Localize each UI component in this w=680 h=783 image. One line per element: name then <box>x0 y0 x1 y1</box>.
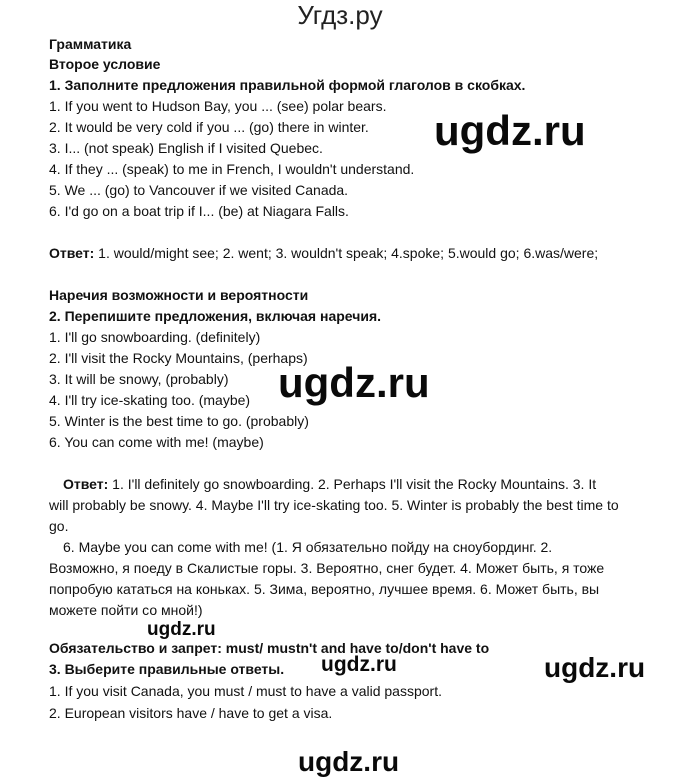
task-1-answer <box>49 245 598 261</box>
task-2-translation-line: Возможно, я поеду в Скалистые горы. 3. Вероятно, снег будет. 4. Может быть, я тоже <box>49 560 605 576</box>
task-2-item: 3. It will be snowy, (probably) <box>49 371 229 387</box>
watermark: ugdz.ru <box>278 359 430 406</box>
watermark: ugdz.ru <box>147 619 216 640</box>
task-2-answer-line: will probably be snowy. 4. Maybe I'll try ice-skating too. 5. Winter is probably the best time to <box>49 497 619 513</box>
answer-text: 1. I'll definitely go snowboarding. 2. Perhaps I'll visit the Rocky Mountains. 3. It <box>108 476 597 492</box>
task-2-item: 6. You can come with me! (maybe) <box>49 434 264 450</box>
section-heading-obligation: Обязательство и запрет: must/ mustn't and have to/don't have to <box>49 640 490 656</box>
task-2-translation-line: можете пойти со мной!) <box>49 602 203 618</box>
task-2-instruction: 2. Перепишите предложения, включая наречия. <box>49 308 382 324</box>
answer-label: Ответ: <box>63 476 109 492</box>
task-3-instruction: 3. Выберите правильные ответы. <box>49 661 285 677</box>
task-1-item: 6. I'd go on a boat trip if I... (be) at Niagara Falls. <box>49 203 349 219</box>
watermark: ugdz.ru <box>434 107 586 154</box>
task-3-item: 2. European visitors have / have to get a visa. <box>49 705 333 721</box>
task-1-item: 3. I... (not speak) English if I visited Quebec. <box>49 140 323 156</box>
watermark: ugdz.ru <box>298 746 400 777</box>
task-2-item: 2. I'll visit the Rocky Mountains, (perhaps) <box>49 350 308 366</box>
watermark: ugdz.ru <box>321 653 397 676</box>
task-1-item: 4. If they ... (speak) to me in French, I wouldn't understand. <box>49 161 415 177</box>
task-2-answer-line <box>63 476 596 492</box>
task-1-instruction: 1. Заполните предложения правильной формой глаголов в скобках. <box>49 77 526 93</box>
answer-label: Ответ: <box>49 245 95 261</box>
watermark: ugdz.ru <box>544 652 646 683</box>
task-2-translation-line: 6. Maybe you can come with me! (1. Я обязательно пойду на сноубординг. 2. <box>63 539 553 555</box>
task-3-item: 1. If you visit Canada, you must / must to have a valid passport. <box>49 683 442 699</box>
task-2-translation-line: попробую кататься на коньках. 5. Зима, вероятно, лучшее время. 6. Может быть, вы <box>49 581 600 597</box>
task-1-item: 2. It would be very cold if you ... (go) there in winter. <box>49 119 369 135</box>
site-title: Угдз.ру <box>297 0 383 30</box>
task-2-item: 1. I'll go snowboarding. (definitely) <box>49 329 261 345</box>
answer-text: 1. would/might see; 2. went; 3. wouldn't speak; 4.spoke; 5.would go; 6.was/were; <box>94 245 599 261</box>
section-heading-second-conditional: Второе условие <box>49 56 161 72</box>
task-2-item: 4. I'll try ice-skating too. (maybe) <box>49 392 251 408</box>
task-2-answer-line: go. <box>49 518 69 534</box>
task-1-item: 5. We ... (go) to Vancouver if we visited Canada. <box>49 182 349 198</box>
task-2-item: 5. Winter is the best time to go. (probably) <box>49 413 309 429</box>
section-heading-adverbs: Наречия возможности и вероятности <box>49 287 309 303</box>
task-1-item: 1. If you went to Hudson Bay, you ... (see) polar bears. <box>49 98 387 114</box>
section-heading-grammar: Грамматика <box>49 36 132 52</box>
